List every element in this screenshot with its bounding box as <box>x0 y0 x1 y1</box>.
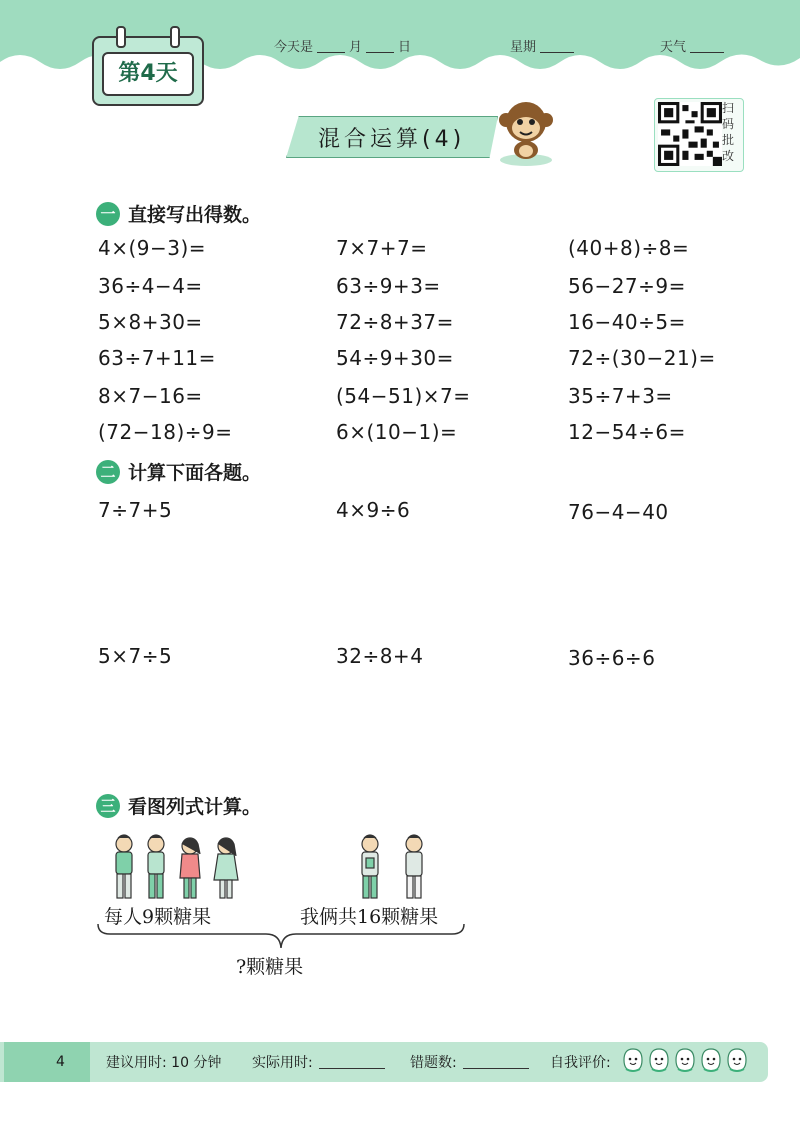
self-eval-label: 自我评价: <box>550 1055 611 1071</box>
lesson-title: 混合运算(4) <box>318 127 466 152</box>
smiley-face-icon[interactable] <box>726 1047 748 1073</box>
section-number: 二 <box>96 460 120 484</box>
oral-problem: (40+8)÷8= <box>568 236 690 260</box>
calendar-ring-icon <box>116 26 126 48</box>
oral-problem: (54−51)×7= <box>336 384 471 408</box>
weekday-blank[interactable] <box>540 52 574 53</box>
actual-time-label: 实际用时: <box>252 1055 313 1071</box>
calc-problem: 4×9÷6 <box>336 498 411 522</box>
section-3-heading <box>96 792 261 819</box>
question-caption: ?颗糖果 <box>236 956 304 978</box>
brace-icon <box>96 920 466 956</box>
page-number: 4 <box>4 1042 90 1082</box>
section-number: 一 <box>96 202 120 226</box>
oral-problem: 16−40÷5= <box>568 310 686 334</box>
section-1-heading <box>96 200 261 227</box>
two-children-illustration <box>352 832 436 904</box>
oral-problem: 4×(9−3)= <box>98 236 207 260</box>
section-2-heading <box>96 458 261 485</box>
section-heading-text: 看图列式计算。 <box>128 796 262 818</box>
right-caption: 我俩共16颗糖果 <box>300 906 439 928</box>
four-children-illustration <box>108 832 248 904</box>
weather-field[interactable] <box>660 36 728 55</box>
oral-problem: 63÷7+11= <box>98 346 216 370</box>
section-heading-text: 计算下面各题。 <box>128 462 262 484</box>
weekday-label: 星期 <box>510 40 537 55</box>
left-caption: 每人9颗糖果 <box>104 906 212 928</box>
oral-problem: 12−54÷6= <box>568 420 686 444</box>
calc-problem: 32÷8+4 <box>336 644 424 668</box>
weather-blank[interactable] <box>690 52 724 53</box>
day-label: 第4天 <box>102 52 194 96</box>
oral-problem: 35÷7+3= <box>568 384 673 408</box>
oral-problem: 8×7−16= <box>98 384 203 408</box>
calc-problem: 7÷7+5 <box>98 498 173 522</box>
oral-problem: 36÷4−4= <box>98 274 203 298</box>
section-heading-text: 直接写出得数。 <box>128 204 262 226</box>
oral-problem: 63÷9+3= <box>336 274 441 298</box>
oral-problem: 5×8+30= <box>98 310 203 334</box>
month-label: 月 <box>349 40 363 55</box>
month-blank[interactable] <box>317 52 345 53</box>
actual-time-blank[interactable] <box>319 1068 385 1069</box>
suggested-time: 建议用时: 10 分钟 <box>106 1055 222 1071</box>
day-unit-label: 日 <box>398 40 412 55</box>
weekday-field[interactable] <box>510 36 578 55</box>
calendar-ring-icon <box>170 26 180 48</box>
calc-problem: 76−4−40 <box>568 500 669 524</box>
wrong-count-blank[interactable] <box>463 1068 529 1069</box>
lesson-title-banner <box>286 112 506 160</box>
smiley-face-icon[interactable] <box>700 1047 722 1073</box>
oral-problem: 72÷8+37= <box>336 310 454 334</box>
calc-problem: 36÷6÷6 <box>568 646 656 670</box>
day-badge <box>92 36 204 106</box>
oral-problem: 56−27÷9= <box>568 274 686 298</box>
qr-scan-label: 扫码批改 <box>722 101 735 163</box>
calc-problem: 5×7÷5 <box>98 644 173 668</box>
oral-problem: 6×(10−1)= <box>336 420 458 444</box>
oral-problem: (72−18)÷9= <box>98 420 233 444</box>
smiley-face-icon[interactable] <box>648 1047 670 1073</box>
oral-problem: 7×7+7= <box>336 236 428 260</box>
wrong-count-field[interactable] <box>410 1052 529 1072</box>
weather-label: 天气 <box>660 40 687 55</box>
wrong-count-label: 错题数: <box>410 1055 457 1071</box>
smiley-face-icon[interactable] <box>674 1047 696 1073</box>
actual-time-field[interactable] <box>252 1052 385 1072</box>
qr-code-icon[interactable] <box>658 102 722 166</box>
oral-problem: 54÷9+30= <box>336 346 454 370</box>
date-prefix: 今天是 <box>274 40 314 55</box>
smiley-face-icon[interactable] <box>622 1047 644 1073</box>
monkey-mascot-icon <box>494 96 558 168</box>
date-field[interactable] <box>274 36 411 55</box>
section-number: 三 <box>96 794 120 818</box>
day-blank[interactable] <box>366 52 394 53</box>
oral-problem: 72÷(30−21)= <box>568 346 716 370</box>
